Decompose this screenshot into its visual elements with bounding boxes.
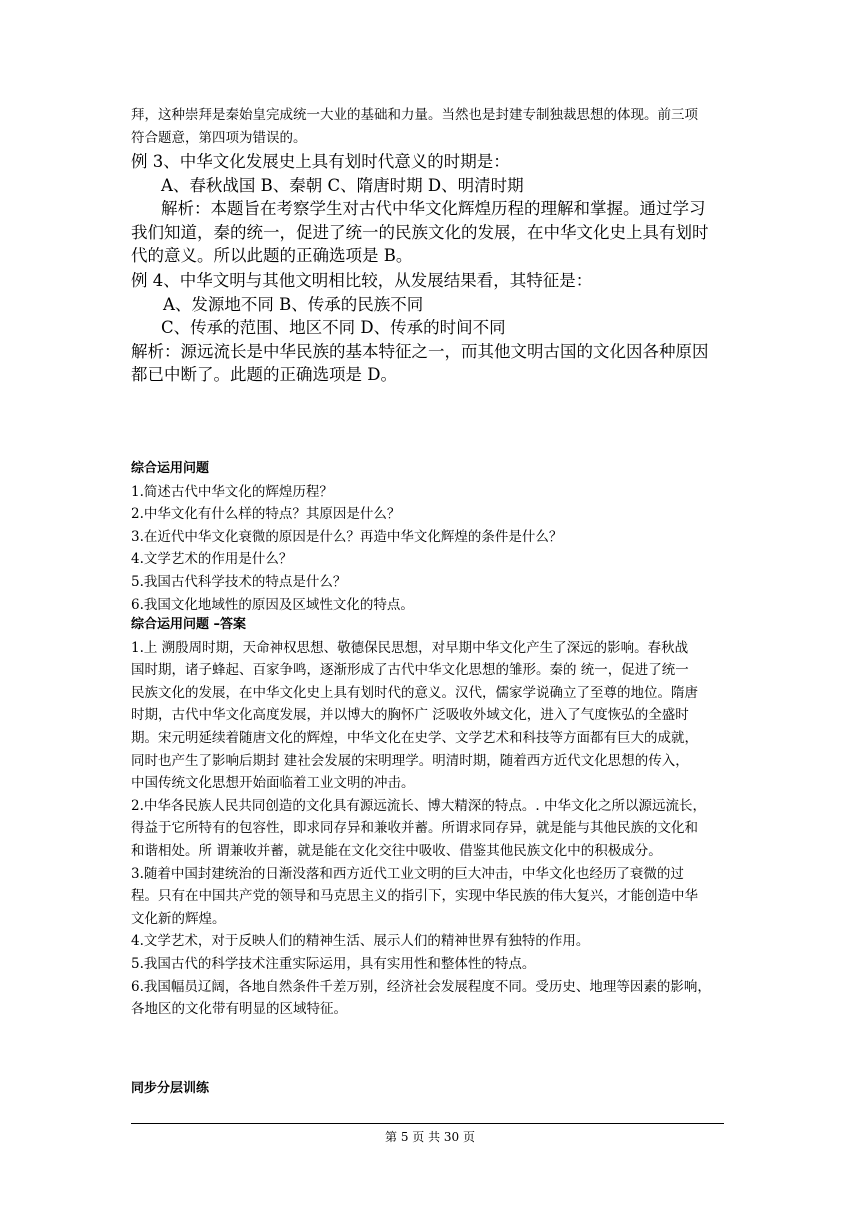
page-footer: 第 5 页 共 30 页 xyxy=(385,1130,475,1144)
example-3 xyxy=(131,150,729,268)
answer-line: 程。只有在中国共产党的领导和马克思主义的指引下，实现中华民族的伟大复兴，才能创造中华 xyxy=(131,888,698,905)
answer-line: 时期，古代中华文化高度发展，并以博大的胸怀广 泛吸收外域文化，进入了气度恢弘的全盛时 xyxy=(131,707,689,724)
question-item: 2.中华文化有什么样的特点？其原因是什么？ xyxy=(131,506,401,523)
questions-section xyxy=(131,458,729,616)
question-item: 4.文学艺术的作用是什么？ xyxy=(131,551,293,568)
answers-heading: 综合运用问题 –答案 xyxy=(131,617,247,632)
questions-heading: 综合运用问题 xyxy=(131,461,210,476)
example-4-options-line: C、传承的范围、地区不同 D、传承的时间不同 xyxy=(161,318,506,338)
answer-line: 2.中华各民族人民共同创造的文化具有源远流长、博大精深的特点。. 中华文化之所以源远流长， xyxy=(131,797,706,814)
example-4 xyxy=(131,269,729,387)
text-line: 符合题意，第四项为错误的。 xyxy=(131,129,307,146)
answer-line: 和谐相处。所 谓兼收并蓄，就是能在文化交往中吸收、借鉴其他民族文化中的积极成分。 xyxy=(131,842,662,859)
answer-line: 期。宋元明延续着随唐文化的辉煌，中华文化在史学、文学艺术和科技等方面都有巨大的成就， xyxy=(131,729,698,746)
example-3-options: A、春秋战国 B、秦朝 C、隋唐时期 D、明清时期 xyxy=(161,175,524,195)
example-3-analysis-line: 代的意义。所以此题的正确选项是 B。 xyxy=(131,246,413,266)
answer-line: 6.我国幅员辽阔，各地自然条件千差万别，经济社会发展程度不同。受历史、地理等因素的影响， xyxy=(131,978,711,995)
answer-line: 4.文学艺术，对于反映人们的精神生活、展示人们的精神世界有独特的作用。 xyxy=(131,933,590,950)
text-line: 拜，这种崇拜是秦始皇完成统一大业的基础和力量。当然也是封建专制独裁思想的体现。前三项 xyxy=(131,107,698,123)
answers-section xyxy=(131,614,729,1021)
answer-line: 各地区的文化带有明显的区域特征。 xyxy=(131,1001,347,1018)
question-item: 5.我国古代科学技术的特点是什么？ xyxy=(131,573,347,590)
answer-line: 国时期，诸子蜂起、百家争鸣，逐渐形成了古代中华文化思想的雏形。秦的 统一，促进了统一 xyxy=(131,662,689,679)
example-3-analysis-line: 我们知道，秦的统一，促进了统一的民族文化的发展，在中华文化史上具有划时 xyxy=(131,222,709,242)
answer-line: 中国传统文化思想开始面临着工业文明的冲击。 xyxy=(131,775,415,792)
answer-line: 文化新的辉煌。 xyxy=(131,910,226,927)
question-item: 1.简述古代中华文化的辉煌历程？ xyxy=(131,483,333,500)
example-4-analysis-line: 解析：源远流长是中华民族的基本特征之一，而其他文明古国的文化因各种原因 xyxy=(131,341,709,361)
example-3-analysis-line: 解析：本题旨在考察学生对古代中华文化辉煌历程的理解和掌握。通过学习 xyxy=(161,199,706,219)
question-item: 3.在近代中华文化衰微的原因是什么？再造中华文化辉煌的条件是什么？ xyxy=(131,528,563,545)
example-4-options-line: A、发源地不同 B、传承的民族不同 xyxy=(163,294,424,314)
answer-line: 1.上 溯殷周时期，天命神权思想、敬德保民思想，对早期中华文化产生了深远的影响。春秋战 xyxy=(131,639,689,656)
answer-line: 5.我国古代的科学技术注重实际运用，具有实用性和整体性的特点。 xyxy=(131,955,536,972)
footer-divider xyxy=(131,1123,724,1124)
example-3-question: 例 3、中华文化发展史上具有划时代意义的时期是： xyxy=(131,152,510,171)
answer-line: 得益于它所特有的包容性，即求同存异和兼收并蓄。所谓求同存异，就是能与其他民族的文化和 xyxy=(131,820,698,837)
top-paragraph xyxy=(131,104,729,149)
sync-section xyxy=(131,1078,729,1101)
question-item: 6.我国文化地域性的原因及区域性文化的特点。 xyxy=(131,596,414,613)
sync-heading: 同步分层训练 xyxy=(131,1081,210,1096)
example-4-question: 例 4、中华文明与其他文明相比较，从发展结果看，其特征是： xyxy=(131,271,593,290)
answer-line: 同时也产生了影响后期封 建社会发展的宋明理学。明清时期，随着西方近代文化思想的传入， xyxy=(131,752,689,769)
answer-line: 3.随着中国封建统治的日渐没落和西方近代工业文明的巨大冲击，中华文化也经历了衰微的过 xyxy=(131,865,684,882)
answer-line: 民族文化的发展，在中华文化史上具有划时代的意义。汉代，儒家学说确立了至尊的地位。隋唐 xyxy=(131,684,698,701)
example-4-analysis-line: 都已中断了。此题的正确选项是 D。 xyxy=(131,365,397,385)
